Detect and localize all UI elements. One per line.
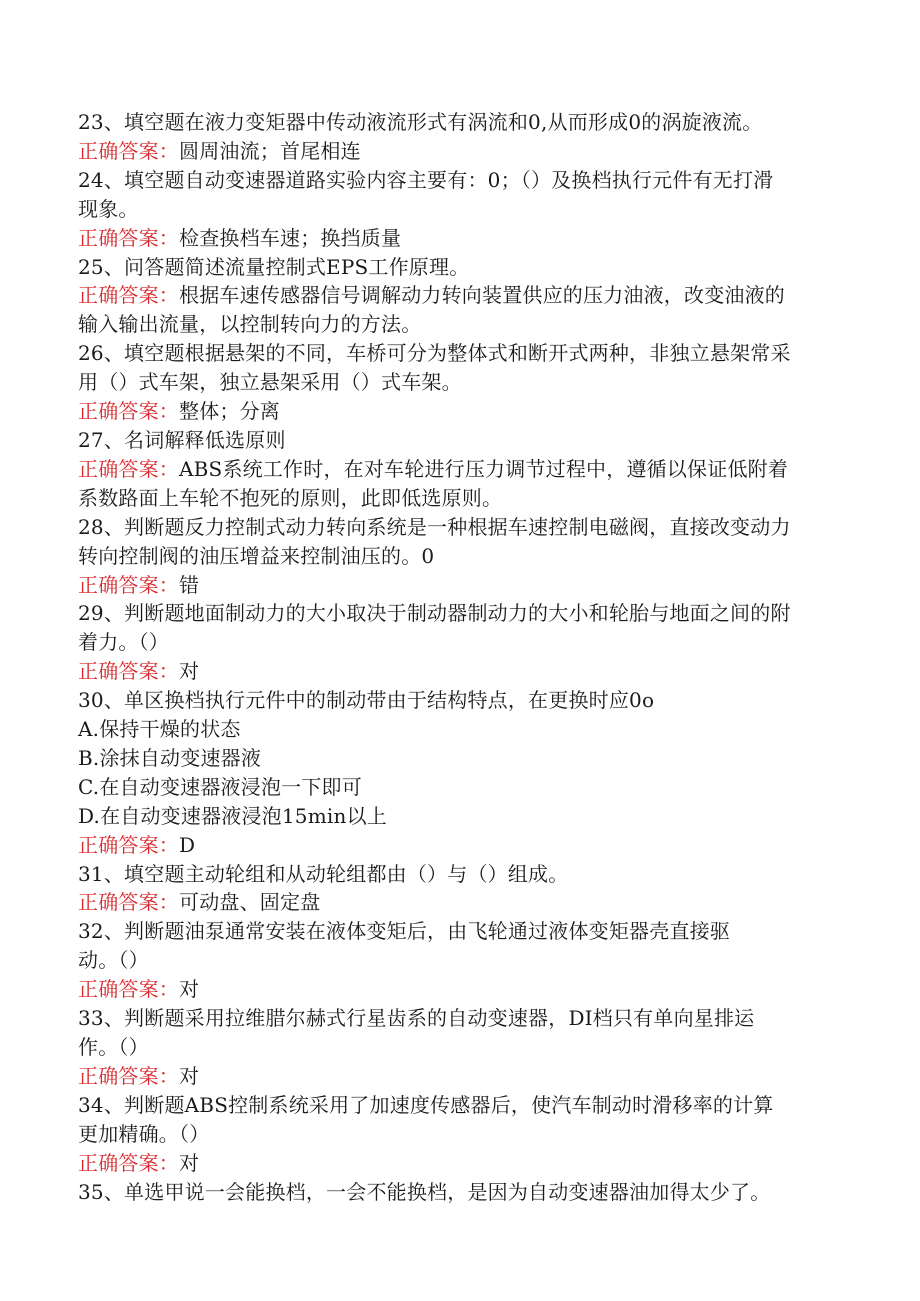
- question-text-line: 转向控制阀的油压增益来控制油压的。0: [78, 543, 435, 568]
- question-text-line: 现象。: [78, 196, 139, 221]
- question-item: [78, 253, 838, 340]
- answer-label: 正确答案：: [78, 1150, 179, 1175]
- question-item: [78, 1091, 838, 1178]
- question-text-line: 着力。（）: [78, 630, 169, 655]
- answer-value: 圆周油流；首尾相连: [179, 138, 361, 163]
- answer-value: 根据车速传感器信号调解动力转向装置供应的压力油液，改变油液的: [179, 283, 785, 308]
- question-item: [78, 108, 838, 166]
- question-item: [78, 860, 838, 918]
- answer-value: 错: [179, 572, 200, 597]
- answer-value: 对: [179, 659, 200, 684]
- answer-line: [78, 455, 838, 484]
- answer-line: [78, 484, 838, 513]
- answer-label: 正确答案：: [78, 659, 179, 684]
- answer-line: [78, 657, 838, 686]
- answer-line: [78, 224, 838, 253]
- answer-value: 输入输出流量，以控制转向力的方法。: [78, 312, 422, 337]
- question-text-line: A.保持干燥的状态: [78, 717, 241, 742]
- answer-label: 正确答案：: [78, 456, 179, 481]
- question-item: [78, 917, 838, 1004]
- question-text-line: 29、判断题地面制动力的大小取决于制动器制动力的大小和轮胎与地面之间的附: [78, 601, 791, 626]
- question-text-line: 用（）式车架，独立悬架采用（）式车架。: [78, 370, 462, 395]
- question-text-line: 28、判断题反力控制式动力转向系统是一种根据车速控制电磁阀，直接改变动力: [78, 514, 791, 539]
- answer-value: 系数路面上车轮不抱死的原则，此即低选原则。: [78, 485, 503, 510]
- question-item: [78, 339, 838, 426]
- question-text-line: 24、填空题自动变速器道路实验内容主要有：0；（）及换档执行元件有无打滑: [78, 167, 774, 192]
- answer-value: 检查换档车速；换挡质量: [179, 225, 402, 250]
- answer-label: 正确答案：: [78, 1063, 179, 1088]
- answer-line: [78, 397, 838, 426]
- answer-line: [78, 1149, 838, 1178]
- answer-value: 可动盘、固定盘: [179, 890, 321, 915]
- question-text-line: 25、问答题简述流量控制式EPS工作原理。: [78, 254, 470, 279]
- question-text-line: 30、单区换档执行元件中的制动带由于结构特点，在更换时应0o: [78, 688, 655, 713]
- answer-value: 整体；分离: [179, 399, 280, 424]
- question-text-line: 34、判断题ABS控制系统采用了加速度传感器后，使汽车制动时滑移率的计算: [78, 1092, 774, 1117]
- question-text-line: 32、判断题油泵通常安装在液体变矩后，由飞轮通过液体变矩器壳直接驱: [78, 919, 731, 944]
- question-item: [78, 599, 838, 686]
- answer-label: 正确答案：: [78, 832, 179, 857]
- question-text-line: D.在自动变速器液浸泡15min以上: [78, 803, 387, 828]
- question-list: [78, 108, 838, 1206]
- answer-line: [78, 888, 838, 917]
- question-item: [78, 166, 838, 253]
- question-item: [78, 1004, 838, 1091]
- answer-label: 正确答案：: [78, 283, 179, 308]
- answer-label: 正确答案：: [78, 572, 179, 597]
- question-text-line: 31、填空题主动轮组和从动轮组都由（）与（）组成。: [78, 861, 569, 886]
- question-text-line: 26、填空题根据悬架的不同，车桥可分为整体式和断开式两种，非独立悬架常采: [78, 341, 791, 366]
- answer-line: [78, 281, 838, 310]
- question-item: [78, 1178, 838, 1207]
- answer-label: 正确答案：: [78, 399, 179, 424]
- answer-label: 正确答案：: [78, 225, 179, 250]
- answer-line: [78, 1062, 838, 1091]
- answer-line: [78, 310, 838, 339]
- question-text-line: 动。（）: [78, 948, 149, 973]
- question-text-line: B.涂抹自动变速器液: [78, 745, 262, 770]
- answer-value: 对: [179, 977, 200, 1002]
- question-item: [78, 686, 838, 859]
- answer-label: 正确答案：: [78, 138, 179, 163]
- question-text-line: 23、填空题在液力变矩器中传动液流形式有涡流和0,从而形成0的涡旋液流。: [78, 110, 763, 134]
- question-text-line: 27、名词解释低选原则: [78, 427, 286, 452]
- question-item: [78, 513, 838, 600]
- question-text-line: C.在自动变速器液浸泡一下即可: [78, 774, 362, 799]
- answer-line: [78, 137, 838, 166]
- answer-label: 正确答案：: [78, 890, 179, 915]
- question-text-line: 作。（）: [78, 1035, 149, 1059]
- question-item: [78, 426, 838, 513]
- answer-value: 对: [179, 1150, 200, 1175]
- answer-value: D: [179, 832, 196, 857]
- answer-value: 对: [179, 1063, 200, 1088]
- question-text-line: 更加精确。（）: [78, 1121, 210, 1146]
- question-text-line: 35、单选甲说一会能换档，一会不能换档，是因为自动变速器油加得太少了。: [78, 1179, 771, 1204]
- question-text-line: 33、判断题采用拉维腊尔赫式行星齿系的自动变速器，DI档只有单向星排运: [78, 1006, 755, 1031]
- answer-label: 正确答案：: [78, 977, 179, 1002]
- answer-line: [78, 571, 838, 600]
- answer-line: [78, 975, 838, 1004]
- answer-value: ABS系统工作时，在对车轮进行压力调节过程中，遵循以保证低附着: [179, 456, 789, 481]
- answer-line: [78, 831, 838, 860]
